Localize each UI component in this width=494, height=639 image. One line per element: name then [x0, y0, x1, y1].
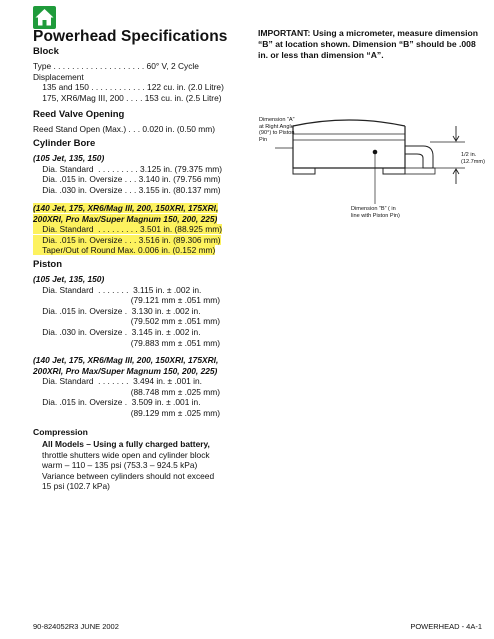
bore-line-highlight: Dia. .015 in. Oversize . . . 3.516 in. (89.306 mm) — [33, 234, 221, 245]
reed-line: Reed Stand Open (Max.) . . . 0.020 in. (0.50 mm) — [33, 124, 216, 134]
important-note: IMPORTANT: Using a micrometer, measure dimension “B” at location shown. Dimension “B” should be .008 in. or less than dimension “A”. — [258, 28, 478, 60]
piston-group-2-title: (140 Jet, 175, XR6/Mag III, 200, 150XRI, 175XRI, 200XRI, Pro Max/Super Magnum 150, 200, 225) — [33, 355, 219, 376]
block-heading: Block — [33, 46, 59, 57]
bore-heading: Cylinder Bore — [33, 138, 96, 149]
footer-doc-id: 90-824052R3 JUNE 2002 — [33, 622, 119, 631]
compression-line: 15 psi (102.7 kPa) — [42, 481, 110, 492]
piston-group-1-title: (105 Jet, 135, 150) — [33, 274, 105, 284]
bore-group-2 — [33, 203, 222, 256]
footer-page: POWERHEAD - 4A-1 — [410, 622, 482, 631]
page-title: Powerhead Specifications — [33, 28, 228, 45]
block-line: Displacement — [33, 71, 84, 82]
piston-line: Dia. .015 in. Oversize . 3.509 in. ± .001 in. — [33, 397, 201, 408]
compression-heading: Compression — [33, 427, 88, 437]
bore-line-highlight: Dia. Standard . . . . . . . . . 3.501 in. (88.925 mm) — [33, 224, 222, 235]
bore-line-highlight: Taper/Out of Round Max. 0.006 in. (0.152 mm) — [33, 245, 216, 256]
compression-line: All Models – Using a fully charged battery, — [42, 439, 210, 449]
dimension-a-label: Dimension “A” at Right Angle (90°) to Piston Pin — [259, 117, 295, 143]
piston-group-1 — [33, 274, 220, 348]
half-inch-label: 1/2 in. (12.7mm) — [461, 152, 485, 165]
bore-line: Dia. Standard . . . . . . . . . 3.125 in. (79.375 mm) — [33, 163, 222, 174]
dimension-b-label: Dimension “B” ( in line with Piston Pin) — [351, 206, 400, 219]
block-line: 135 and 150 . . . . . . . . . . . . 122 cu. in. (2.0 Litre) — [33, 82, 224, 93]
bore-group-1-title: (105 Jet, 135, 150) — [33, 153, 105, 163]
block-line: 175, XR6/Mag III, 200 . . . . 153 cu. in. (2.5 Litre) — [33, 92, 222, 103]
bore-group-1 — [33, 153, 222, 195]
compression-line: Variance between cylinders should not exceed — [42, 470, 215, 481]
compression-line: throttle shutters wide open and cylinder block — [42, 449, 210, 460]
piston-line: Dia. .015 in. Oversize . 3.130 in. ± .002 in. — [33, 305, 201, 316]
piston-measurement-figure — [255, 86, 487, 246]
compression-text — [42, 439, 214, 492]
block-line: Type . . . . . . . . . . . . . . . . . . . . 60° V, 2 Cycle — [33, 61, 199, 71]
piston-line: (79.883 mm ± .051 mm) — [33, 337, 221, 348]
piston-line: Dia. Standard . . . . . . . 3.115 in. ± .002 in. — [33, 284, 202, 295]
bore-group-2-title: (140 Jet, 175, XR6/Mag III, 200, 150XRI, 175XRI, 200XRI, Pro Max/Super Magnum 150, 200, 225) — [33, 203, 219, 224]
home-icon[interactable] — [33, 6, 56, 29]
piston-diagram — [255, 86, 487, 246]
piston-line: (79.121 mm ± .051 mm) — [33, 295, 221, 306]
bore-line: Dia. .015 in. Oversize . . . 3.140 in. (79.756 mm) — [33, 174, 221, 185]
compression-line: warm – 110 – 135 psi (753.3 – 924.5 kPa) — [42, 460, 198, 471]
piston-line: Dia. Standard . . . . . . . 3.494 in. ± .001 in. — [33, 376, 202, 387]
reed-heading: Reed Valve Opening — [33, 109, 125, 120]
piston-heading: Piston — [33, 259, 63, 270]
piston-line: (79.502 mm ± .051 mm) — [33, 316, 221, 327]
piston-line: Dia. .030 in. Oversize . 3.145 in. ± .002 in. — [33, 326, 201, 337]
piston-line: (89.129 mm ± .025 mm) — [33, 407, 221, 418]
block-specs — [33, 61, 224, 103]
piston-line: (88.748 mm ± .025 mm) — [33, 386, 221, 397]
piston-group-2 — [33, 355, 220, 419]
bore-line: Dia. .030 in. Oversize . . . 3.155 in. (80.137 mm) — [33, 184, 221, 195]
